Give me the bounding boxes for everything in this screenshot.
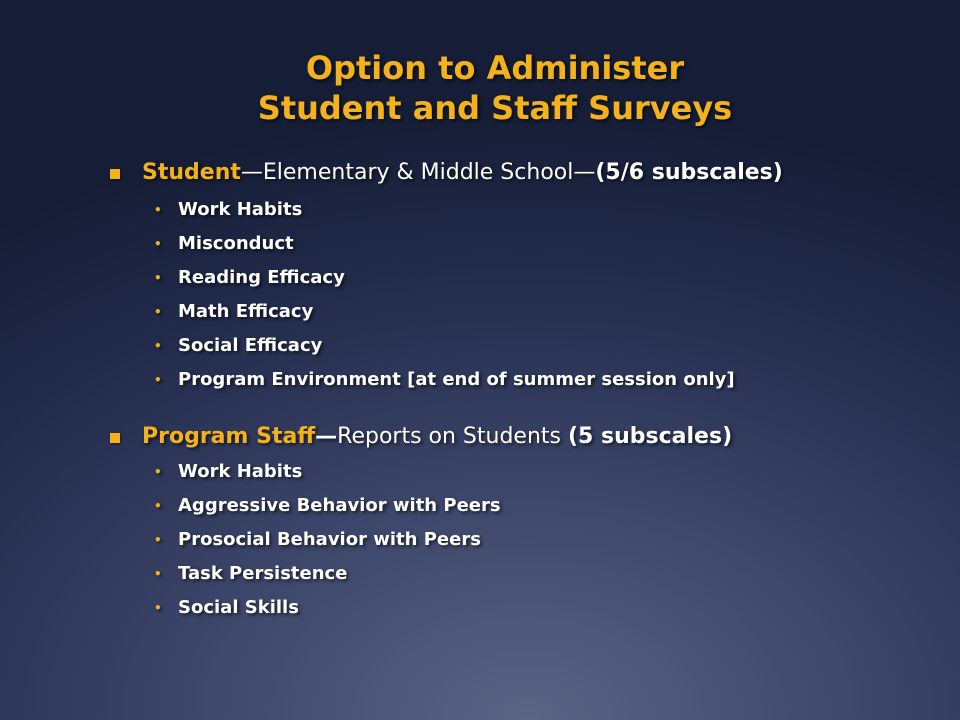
bullet-dot-icon: • bbox=[154, 237, 162, 251]
subscale-label: Work Habits bbox=[178, 461, 303, 482]
bullet-dot-icon: • bbox=[154, 533, 162, 547]
subscale-label: Social Efficacy bbox=[178, 335, 323, 356]
staff-label: Program Staff bbox=[142, 424, 316, 449]
bullet-dot-icon: • bbox=[154, 499, 162, 513]
slide-title bbox=[0, 48, 960, 128]
student-dash-1: — bbox=[240, 160, 263, 185]
list-item bbox=[110, 193, 950, 227]
bullet-dot-icon: • bbox=[154, 305, 162, 319]
bullet-dot-icon: • bbox=[154, 373, 162, 387]
staff-reports-text: Reports on Students bbox=[337, 424, 568, 449]
list-item bbox=[110, 227, 950, 261]
list-item bbox=[110, 591, 950, 625]
bullet-dot-icon: • bbox=[154, 203, 162, 217]
square-bullet-icon bbox=[110, 433, 120, 443]
student-label: Student bbox=[142, 160, 241, 185]
subscale-label: Reading Efficacy bbox=[178, 267, 345, 288]
student-heading bbox=[110, 157, 950, 189]
list-item bbox=[110, 489, 950, 523]
staff-subscale-list bbox=[110, 455, 950, 625]
staff-subscales: (5 subscales) bbox=[568, 424, 733, 449]
title-line-2: Student and Staff Surveys bbox=[257, 89, 733, 127]
subscale-label: Misconduct bbox=[178, 233, 294, 254]
subscale-label: Aggressive Behavior with Peers bbox=[178, 495, 501, 516]
list-item bbox=[110, 523, 950, 557]
bullet-dot-icon: • bbox=[154, 339, 162, 353]
list-item bbox=[110, 295, 950, 329]
list-item bbox=[110, 261, 950, 295]
subscale-label: Task Persistence bbox=[178, 563, 348, 584]
list-item bbox=[110, 557, 950, 591]
bullet-dot-icon: • bbox=[154, 567, 162, 581]
subscale-label: Prosocial Behavior with Peers bbox=[178, 529, 481, 550]
bullet-dot-icon: • bbox=[154, 465, 162, 479]
title-line-1: Option to Administer bbox=[305, 49, 685, 87]
list-item bbox=[110, 329, 950, 363]
student-subscales: (5/6 subscales) bbox=[595, 160, 783, 185]
subscale-label: Work Habits bbox=[178, 199, 303, 220]
subscale-label: Social Skills bbox=[178, 597, 299, 618]
student-school-level: Elementary & Middle School bbox=[262, 160, 574, 185]
staff-dash: — bbox=[315, 424, 338, 449]
staff-section bbox=[110, 421, 950, 625]
staff-heading bbox=[110, 421, 950, 453]
student-section bbox=[110, 157, 950, 397]
student-subscale-list bbox=[110, 193, 950, 397]
student-dash-2: — bbox=[573, 160, 596, 185]
subscale-label: Program Environment [at end of summer session only] bbox=[178, 369, 735, 390]
square-bullet-icon bbox=[110, 169, 120, 179]
bullet-dot-icon: • bbox=[154, 271, 162, 285]
bullet-dot-icon: • bbox=[154, 601, 162, 615]
subscale-label: Math Efficacy bbox=[178, 301, 314, 322]
list-item bbox=[110, 455, 950, 489]
list-item bbox=[110, 363, 950, 397]
